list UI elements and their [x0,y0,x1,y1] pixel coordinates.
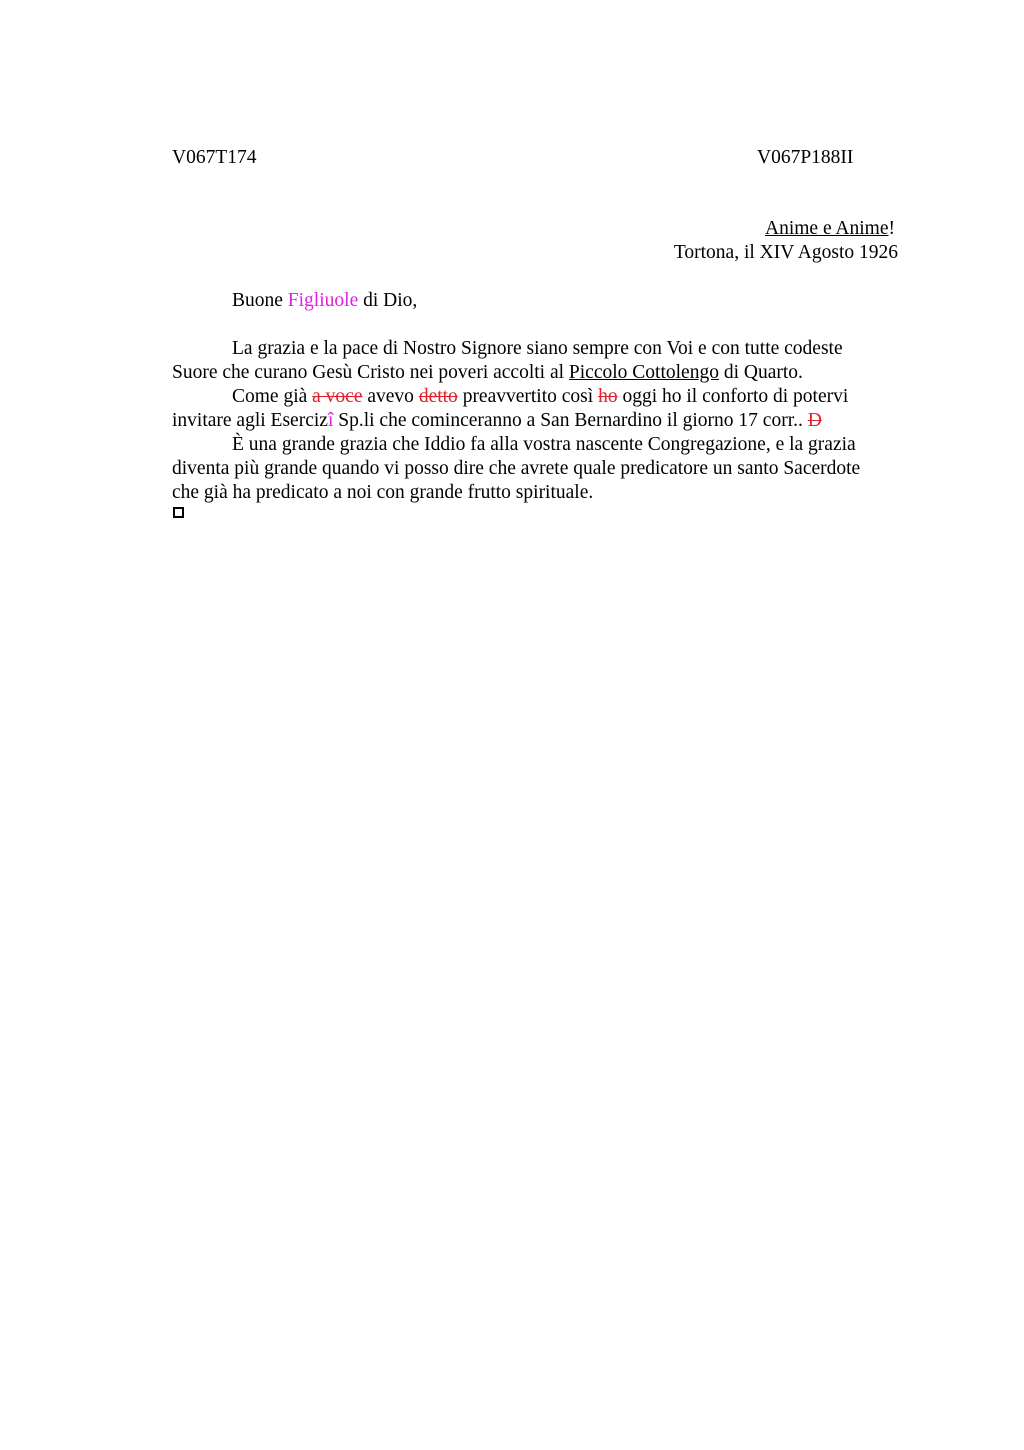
header-right-code: V067P188II [757,147,854,168]
paragraph1-line2-suffix: di Quarto. [718,362,803,383]
paragraph2-text: oggi ho il conforto di potervi [617,386,849,407]
deleted-text: detto [418,386,458,407]
salutation-suffix: di Dio, [358,290,418,311]
paragraph1-line2 [172,361,803,385]
dateline: Tortona, il XIV Agosto 1926 [673,242,898,263]
deleted-text: a voce [312,386,363,407]
highlighted-text: î [327,410,334,431]
paragraph1-line2-prefix: Suore che curano Gesù Cristo nei poveri accolti al [172,362,569,383]
paragraph2-text: invitare agli Eserciz [172,410,328,431]
salutation-highlight: Figliuole [287,290,359,311]
salutation [232,289,417,313]
end-marker-square-icon [173,507,184,518]
header-left-code: V067T174 [172,147,257,168]
paragraph2-text: avevo [362,386,419,407]
paragraph2-text: preavvertito così [457,386,599,407]
paragraph2-text: Come già [232,386,313,407]
paragraph2-text: Sp.li che cominceranno a San Bernardino il giorno 17 corr.. [333,410,808,431]
paragraph1-line1: La grazia e la pace di Nostro Signore siano sempre con Voi e con tutte codeste [232,338,843,359]
motto [765,217,895,241]
paragraph3-line1: È una grande grazia che Iddio fa alla vostra nascente Congregazione, e la grazia [232,434,856,455]
motto-suffix: ! [888,218,895,239]
piccolo-cottolengo-underlined: Piccolo Cottolengo [568,362,719,383]
salutation-prefix: Buone [232,290,288,311]
paragraph2-line1 [232,385,848,409]
paragraph3-line3: che già ha predicato a noi con grande frutto spirituale. [172,482,594,503]
paragraph3-line2: diventa più grande quando vi posso dire che avrete quale predicatore un santo Sacerdote [172,458,861,479]
deleted-text: ho [598,386,618,407]
paragraph2-line2 [172,409,822,433]
motto-underlined: Anime e Anime [765,218,889,239]
deleted-text: D [807,410,822,431]
